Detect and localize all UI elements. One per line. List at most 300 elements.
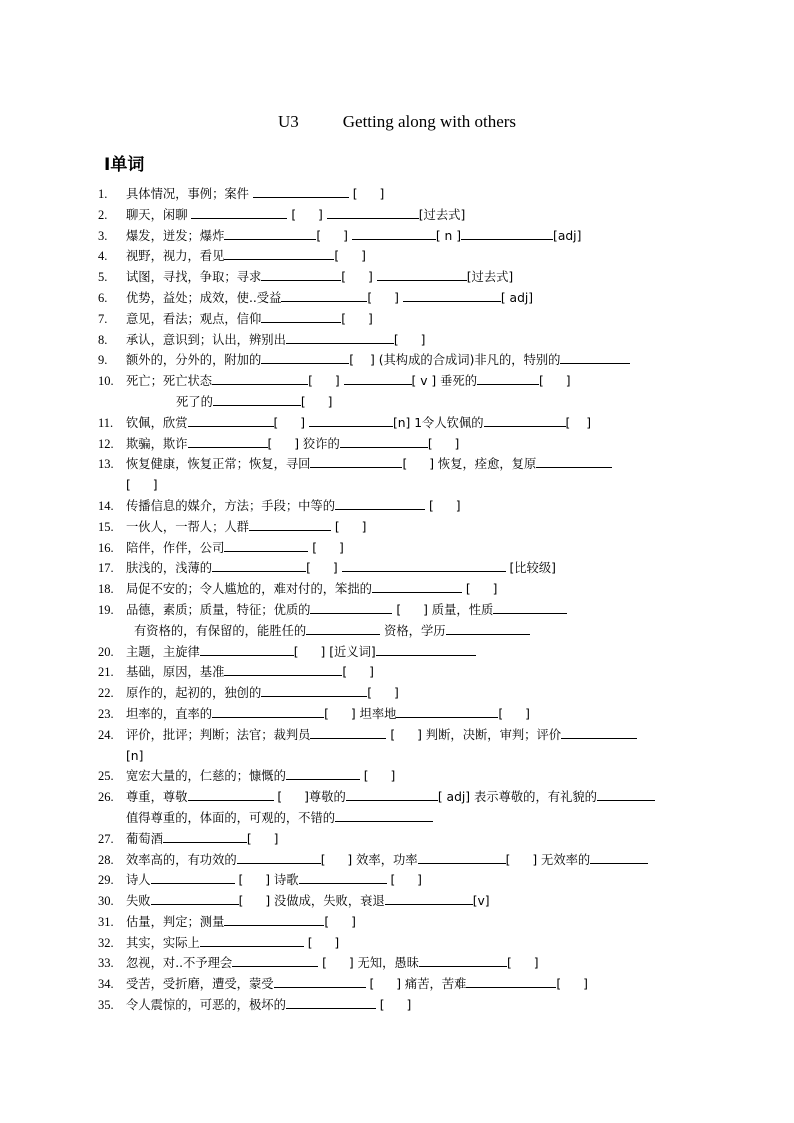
answer-blank[interactable] [335, 496, 425, 510]
answer-blank[interactable] [224, 538, 308, 552]
answer-blank[interactable] [466, 974, 556, 988]
item-label: 资格，学历 [380, 623, 446, 638]
list-item [0, 558, 794, 579]
item-label: ] 无效率的 [532, 852, 591, 867]
vocabulary-list [0, 184, 794, 1016]
answer-blank[interactable] [310, 600, 392, 614]
list-item [0, 746, 794, 767]
answer-blank[interactable] [340, 434, 428, 448]
list-item [0, 309, 794, 330]
item-label: 一伙人，一帮人；人群 [126, 519, 249, 534]
answer-blank[interactable] [477, 371, 539, 385]
item-label: [ [461, 582, 475, 597]
item-number: 27. [98, 831, 114, 846]
list-item [0, 267, 794, 288]
item-label: [ v ] 垂死的 [411, 374, 478, 389]
item-label: [ [238, 894, 248, 909]
answer-blank[interactable] [346, 787, 438, 801]
list-item [0, 330, 794, 351]
item-label: [ [293, 644, 303, 659]
item-text [126, 912, 356, 933]
list-item [0, 642, 794, 663]
list-item [0, 953, 794, 974]
item-label: [ [308, 374, 317, 389]
item-label: 死了的 [176, 394, 213, 409]
item-text [126, 496, 461, 517]
answer-blank[interactable] [299, 870, 387, 884]
answer-blank[interactable] [261, 350, 349, 364]
item-number: 2. [98, 207, 108, 222]
answer-blank[interactable] [188, 434, 268, 448]
answer-blank[interactable] [261, 309, 341, 323]
item-number: 28. [98, 852, 114, 867]
answer-blank[interactable] [151, 870, 235, 884]
item-text [126, 787, 655, 808]
answer-blank[interactable] [163, 829, 247, 843]
item-label: ] 没做成，失败，衰退 [265, 894, 385, 909]
item-label: [ [427, 436, 437, 451]
item-label: ] [417, 873, 422, 888]
list-item [0, 350, 794, 371]
item-text [134, 621, 530, 642]
item-label: [n] [126, 748, 144, 763]
item-label: 局促不安的；令人尴尬的，难对付的，笨拙的 [126, 582, 372, 597]
answer-blank[interactable] [261, 267, 341, 281]
answer-blank[interactable] [224, 912, 324, 926]
item-text [126, 766, 395, 787]
item-label: [ [498, 706, 508, 721]
answer-blank[interactable] [281, 288, 367, 302]
item-label: [ n ] [435, 228, 462, 243]
item-label: [ [393, 332, 403, 347]
list-item [0, 226, 794, 247]
item-label: ] [近义词] [320, 644, 376, 659]
answer-blank[interactable] [419, 953, 507, 967]
item-text [126, 746, 143, 767]
item-label: [adj] [553, 228, 582, 243]
item-number: 35. [98, 998, 114, 1013]
answer-blank[interactable] [493, 600, 567, 614]
answer-blank[interactable] [418, 850, 506, 864]
item-label: [ [267, 436, 277, 451]
item-label: 死亡；死亡状态 [126, 374, 213, 389]
item-number: 7. [98, 311, 108, 326]
answer-blank[interactable] [212, 704, 324, 718]
item-label: 爆发，迸发；爆炸 [126, 228, 225, 243]
list-item [0, 579, 794, 600]
list-item [0, 371, 794, 392]
item-text [126, 891, 490, 912]
item-label: ] (其构成的合成词)非凡的，特别的 [370, 353, 561, 368]
page-title [0, 112, 794, 132]
item-label: [ [273, 415, 283, 430]
item-label: 具体情况，事例；案件 [126, 187, 253, 201]
item-label: ] 质量，性质 [423, 602, 494, 617]
item-label: ] [394, 290, 403, 305]
item-label: 葡萄酒 [126, 831, 163, 846]
item-number: 12. [98, 436, 114, 451]
answer-blank[interactable] [261, 683, 367, 697]
item-label: 值得尊重的，体面的，可观的，不错的 [126, 810, 336, 825]
item-label: ] [343, 228, 352, 243]
item-number: 32. [98, 935, 114, 950]
list-item [0, 621, 794, 642]
item-label: [ [306, 561, 315, 576]
item-label: [ [539, 374, 548, 389]
answer-blank[interactable] [461, 226, 553, 240]
item-number: 22. [98, 686, 114, 701]
item-label: 效率高的，有功效的 [126, 852, 237, 867]
item-text [126, 475, 158, 496]
item-label: 失败 [126, 894, 151, 909]
list-item [0, 413, 794, 434]
answer-blank[interactable] [446, 621, 530, 635]
list-item [0, 974, 794, 995]
item-label: [ [316, 228, 326, 243]
answer-blank[interactable] [372, 579, 462, 593]
item-label: [ [425, 498, 438, 513]
item-label: [ [273, 790, 287, 805]
item-label: 令人震惊的，可恶的，极坏的 [126, 998, 286, 1013]
item-label: 主题，主旋律 [126, 644, 200, 659]
item-label: ] [368, 270, 377, 285]
item-label: ] [379, 187, 385, 201]
item-text [126, 454, 612, 475]
item-label: [比较级] [505, 561, 556, 576]
item-label: [ [330, 519, 344, 534]
answer-blank[interactable] [286, 330, 394, 344]
item-text [126, 246, 366, 267]
unit-topic: Getting along with others [342, 112, 517, 131]
item-label: ] [368, 311, 373, 326]
item-label: [ [341, 270, 350, 285]
answer-blank[interactable] [403, 288, 501, 302]
item-label: ] [334, 935, 340, 950]
answer-blank[interactable] [536, 454, 612, 468]
item-text [126, 413, 591, 434]
item-text [126, 953, 539, 974]
item-label: ] [334, 374, 344, 389]
list-item [0, 538, 794, 559]
item-label: [ [318, 956, 331, 971]
list-item [0, 246, 794, 267]
item-label: ] 判断，决断，审判；评价 [417, 727, 562, 742]
item-label: 额外的，分外的，附加的 [126, 353, 262, 368]
answer-blank[interactable] [253, 184, 349, 198]
list-item [0, 205, 794, 226]
answer-blank[interactable] [200, 933, 304, 947]
item-label: [ [324, 914, 334, 929]
item-text [126, 205, 465, 226]
item-label: 尊重，尊敬 [126, 790, 188, 805]
item-number: 30. [98, 894, 114, 909]
item-number: 13. [98, 457, 114, 472]
list-item [0, 475, 794, 496]
answer-blank[interactable] [224, 226, 316, 240]
list-item [0, 184, 794, 205]
item-number: 23. [98, 706, 114, 721]
item-text [126, 600, 567, 621]
answer-blank[interactable] [561, 725, 637, 739]
item-label: [ [300, 394, 310, 409]
item-label: ] [420, 332, 426, 347]
answer-blank[interactable] [188, 413, 274, 427]
item-label: ] [406, 998, 412, 1013]
answer-blank[interactable] [342, 558, 506, 572]
answer-blank[interactable] [560, 350, 630, 364]
item-label: [ [565, 415, 575, 430]
item-text [126, 330, 425, 351]
answer-blank[interactable] [237, 850, 321, 864]
list-item [0, 704, 794, 725]
list-item [0, 912, 794, 933]
list-item [0, 600, 794, 621]
item-text [126, 558, 556, 579]
item-label: ] [339, 540, 344, 555]
item-number: 31. [98, 914, 114, 929]
item-text [126, 350, 630, 371]
list-item [0, 933, 794, 954]
list-item [0, 725, 794, 746]
answer-blank[interactable] [385, 891, 473, 905]
item-label: [ adj] 表示尊敬的，有礼貌的 [437, 790, 597, 805]
item-number: 33. [98, 956, 114, 971]
list-item [0, 766, 794, 787]
item-label: [过去式] [418, 207, 466, 222]
item-text [126, 267, 513, 288]
item-number: 1. [98, 187, 108, 201]
item-label: [n] 1令人钦佩的 [392, 415, 484, 430]
item-label: ] [390, 769, 396, 784]
answer-blank[interactable] [484, 413, 566, 427]
item-label: [ [505, 852, 515, 867]
answer-blank[interactable] [212, 558, 306, 572]
item-number: 10. [98, 374, 114, 389]
item-label: [ [365, 977, 379, 992]
item-label: [ [349, 353, 358, 368]
answer-blank[interactable] [377, 267, 467, 281]
list-item [0, 496, 794, 517]
item-label: 意见，看法；观点，信仰 [126, 311, 262, 326]
list-item [0, 288, 794, 309]
item-label: [ [507, 956, 516, 971]
answer-blank[interactable] [376, 642, 476, 656]
item-text [126, 184, 384, 205]
list-item [0, 870, 794, 891]
list-item [0, 995, 794, 1016]
item-label: ] [361, 249, 366, 264]
answer-blank[interactable] [249, 517, 331, 531]
item-number: 15. [98, 519, 114, 534]
item-number: 18. [98, 582, 114, 597]
item-label: 肤浅的，浅薄的 [126, 561, 213, 576]
section-heading: Ⅰ单词 [104, 155, 145, 175]
list-item [0, 454, 794, 475]
item-label: 陪伴，作伴，公司 [126, 540, 225, 555]
item-label: [ adj] [500, 290, 534, 305]
item-number: 8. [98, 332, 108, 347]
item-label: ] [492, 582, 498, 597]
item-label: 坦率的，直率的 [126, 706, 213, 721]
item-label: [ [126, 478, 135, 493]
answer-blank[interactable] [306, 621, 380, 635]
item-label: [ [342, 665, 352, 680]
item-label: 估量，判定；测量 [126, 914, 225, 929]
item-label: 试图，寻找，争取；寻求 [126, 270, 262, 285]
item-text [126, 371, 571, 392]
item-label: 聊天，闲聊 [126, 207, 192, 222]
answer-blank[interactable] [286, 766, 360, 780]
item-label: [ [348, 187, 362, 201]
list-item [0, 829, 794, 850]
item-number: 26. [98, 790, 114, 805]
answer-blank[interactable] [597, 787, 655, 801]
item-label: ] 恢复，痊愈，复原 [429, 457, 537, 472]
answer-blank[interactable] [286, 995, 376, 1009]
list-item [0, 787, 794, 808]
list-item [0, 392, 794, 413]
item-label: [ [320, 852, 330, 867]
item-number: 11. [98, 415, 114, 430]
item-label: ] [318, 207, 327, 222]
item-label: [ [287, 207, 301, 222]
answer-blank[interactable] [310, 725, 386, 739]
item-label: 视野，视力，看见 [126, 249, 225, 264]
item-label: 欺骗，欺诈 [126, 436, 188, 451]
item-text [126, 808, 433, 829]
item-label: ]尊敬的 [304, 790, 346, 805]
item-number: 9. [98, 353, 108, 368]
item-label: ] [586, 415, 592, 430]
item-label: [ [334, 249, 344, 264]
answer-blank[interactable] [352, 226, 436, 240]
item-text [126, 662, 374, 683]
answer-blank[interactable] [224, 662, 342, 676]
answer-blank[interactable] [590, 850, 648, 864]
item-text [126, 538, 344, 559]
item-label: 受苦，受折磨，遭受，蒙受 [126, 977, 274, 992]
item-label: [v] [472, 894, 490, 909]
item-number: 17. [98, 561, 114, 576]
item-label: [ [246, 831, 256, 846]
answer-blank[interactable] [309, 413, 393, 427]
item-number: 5. [98, 270, 108, 285]
item-text [126, 434, 459, 455]
answer-blank[interactable] [188, 787, 274, 801]
item-number: 34. [98, 977, 114, 992]
answer-blank[interactable] [200, 642, 294, 656]
item-label: ] [455, 498, 461, 513]
item-label: 其实，实际上 [126, 935, 200, 950]
item-text [126, 829, 278, 850]
list-item [0, 517, 794, 538]
item-label: [ [556, 977, 566, 992]
list-item [0, 683, 794, 704]
item-number: 16. [98, 540, 114, 555]
item-label: [ [303, 935, 317, 950]
item-number: 19. [98, 602, 114, 617]
item-label: [ [367, 290, 377, 305]
item-text [126, 995, 411, 1016]
item-label: [ [324, 706, 333, 721]
item-label: ] [273, 831, 279, 846]
item-label: 基础，原因，基准 [126, 665, 225, 680]
answer-blank[interactable] [344, 371, 412, 385]
item-text [126, 226, 581, 247]
answer-blank[interactable] [310, 454, 402, 468]
item-text [126, 517, 366, 538]
item-text [126, 579, 497, 600]
item-label: ] [332, 561, 342, 576]
answer-blank[interactable] [335, 808, 433, 822]
item-label: ] [351, 914, 356, 929]
item-label: [ [367, 686, 376, 701]
answer-blank[interactable] [151, 891, 239, 905]
item-label: 传播信息的媒介，方法；手段；中等的 [126, 498, 336, 513]
item-label: 钦佩，欣赏 [126, 415, 188, 430]
item-label: [ [308, 540, 322, 555]
item-label: ] [327, 394, 333, 409]
item-label: ] 坦率地 [350, 706, 397, 721]
item-label: ] [565, 374, 571, 389]
answer-blank[interactable] [396, 704, 498, 718]
item-label: ] 诗歌 [265, 873, 299, 888]
item-number: 20. [98, 644, 114, 659]
list-item [0, 434, 794, 455]
item-label: ] [394, 686, 399, 701]
item-number: 24. [98, 727, 114, 742]
answer-blank[interactable] [274, 974, 366, 988]
answer-blank[interactable] [224, 246, 334, 260]
item-text [126, 309, 373, 330]
item-label: 优势，益处；成效，使..受益 [126, 290, 282, 305]
item-number: 3. [98, 228, 108, 243]
item-label: 诗人 [126, 873, 151, 888]
item-text [126, 725, 637, 746]
item-label: ] [454, 436, 460, 451]
item-label: ] 痛苦，苦难 [396, 977, 467, 992]
item-number: 21. [98, 665, 114, 680]
answer-blank[interactable] [212, 371, 308, 385]
list-item [0, 850, 794, 871]
item-label: [ [386, 727, 400, 742]
item-text [126, 288, 533, 309]
item-label: 品德，素质；质量，特征；优质的 [126, 602, 311, 617]
item-label: ] [300, 415, 309, 430]
item-label: [ [341, 311, 350, 326]
item-text [126, 933, 339, 954]
item-label: [过去式] [466, 270, 514, 285]
item-label: ] [152, 478, 158, 493]
answer-blank[interactable] [232, 953, 318, 967]
answer-blank[interactable] [191, 205, 287, 219]
item-label: 恢复健康，恢复正常；恢复，寻回 [126, 457, 311, 472]
item-number: 25. [98, 769, 114, 784]
item-label: 承认，意识到；认出，辨别出 [126, 332, 286, 347]
list-item [0, 891, 794, 912]
answer-blank[interactable] [213, 392, 301, 406]
item-number: 14. [98, 498, 114, 513]
item-text [126, 850, 648, 871]
item-label: [ [375, 998, 389, 1013]
answer-blank[interactable] [327, 205, 419, 219]
item-label: ] [583, 977, 588, 992]
item-text [126, 974, 588, 995]
item-number: 4. [98, 249, 108, 264]
item-label: [ [386, 873, 400, 888]
item-label: ] [525, 706, 530, 721]
item-text [126, 683, 399, 704]
